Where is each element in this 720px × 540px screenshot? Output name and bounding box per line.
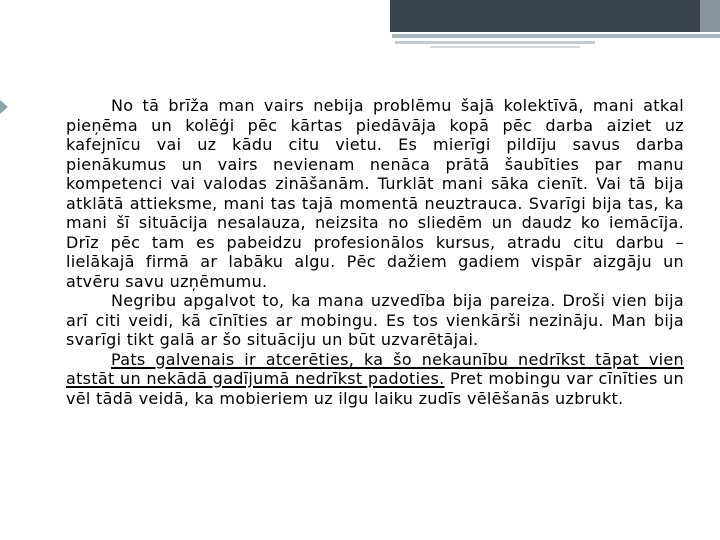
header-accent-block: [700, 0, 720, 32]
paragraph: [66, 350, 684, 409]
slide-marker-icon: [0, 100, 8, 114]
paragraph-continuation: Pret mobingu var cīnīties un vēl tādā veidā, ka mobieriem uz ilgu laiku zudīs vēlēšanās uzbrukt.: [66, 369, 684, 408]
header-accent-line: [430, 46, 580, 48]
header-dark-bar: [390, 0, 720, 32]
paragraph: Negribu apgalvot to, ka mana uzvedība bija pareiza. Droši vien bija arī citi veidi, kā cīnīties ar mobingu. Es tos vienkārši nezināju. Man bija svarīgi tikt galā ar šo situāciju un būt uzvarētājai.: [66, 291, 684, 349]
paragraph: No tā brīža man vairs nebija problēmu šajā kolektīvā, mani atkal pieņēma un kolēģi pēc kārtas piedāvāja kopā pēc darba aiziet uz kafejnīcu vai uz kādu citu vietu. Es mierīgi pildīju savus darba pienākumus un vairs nevienam nenāca prātā šaubīties par manu kompetenci vai valodas zināšanām. Turklāt mani sāka cienīt. Vai tā bija atklātā attieksme, mani tas tajā momentā neuztrauca. Svarīgi bija tas, ka mani šī situācija nesalauza, neizsita no sliedēm un daudz ko iemācīja. Drīz pēc tam es pabeidzu profesionālos kursus, atradu citu darbu – lielākajā firmā ar labāku algu. Pēc dažiem gadiem vispār aizgāju un atvēru savu uzņēmumu.: [66, 96, 684, 291]
header-white-bar: [130, 0, 390, 22]
slide-body-text: [66, 96, 684, 408]
header-accent-line: [392, 34, 720, 38]
header-accent-line: [395, 41, 595, 44]
underlined-sentence: Pats galvenais ir atcerēties, ka šo nekaunību nedrīkst tāpat vien atstāt un nekādā gadījumā nedrīkst padoties.: [66, 349, 684, 388]
